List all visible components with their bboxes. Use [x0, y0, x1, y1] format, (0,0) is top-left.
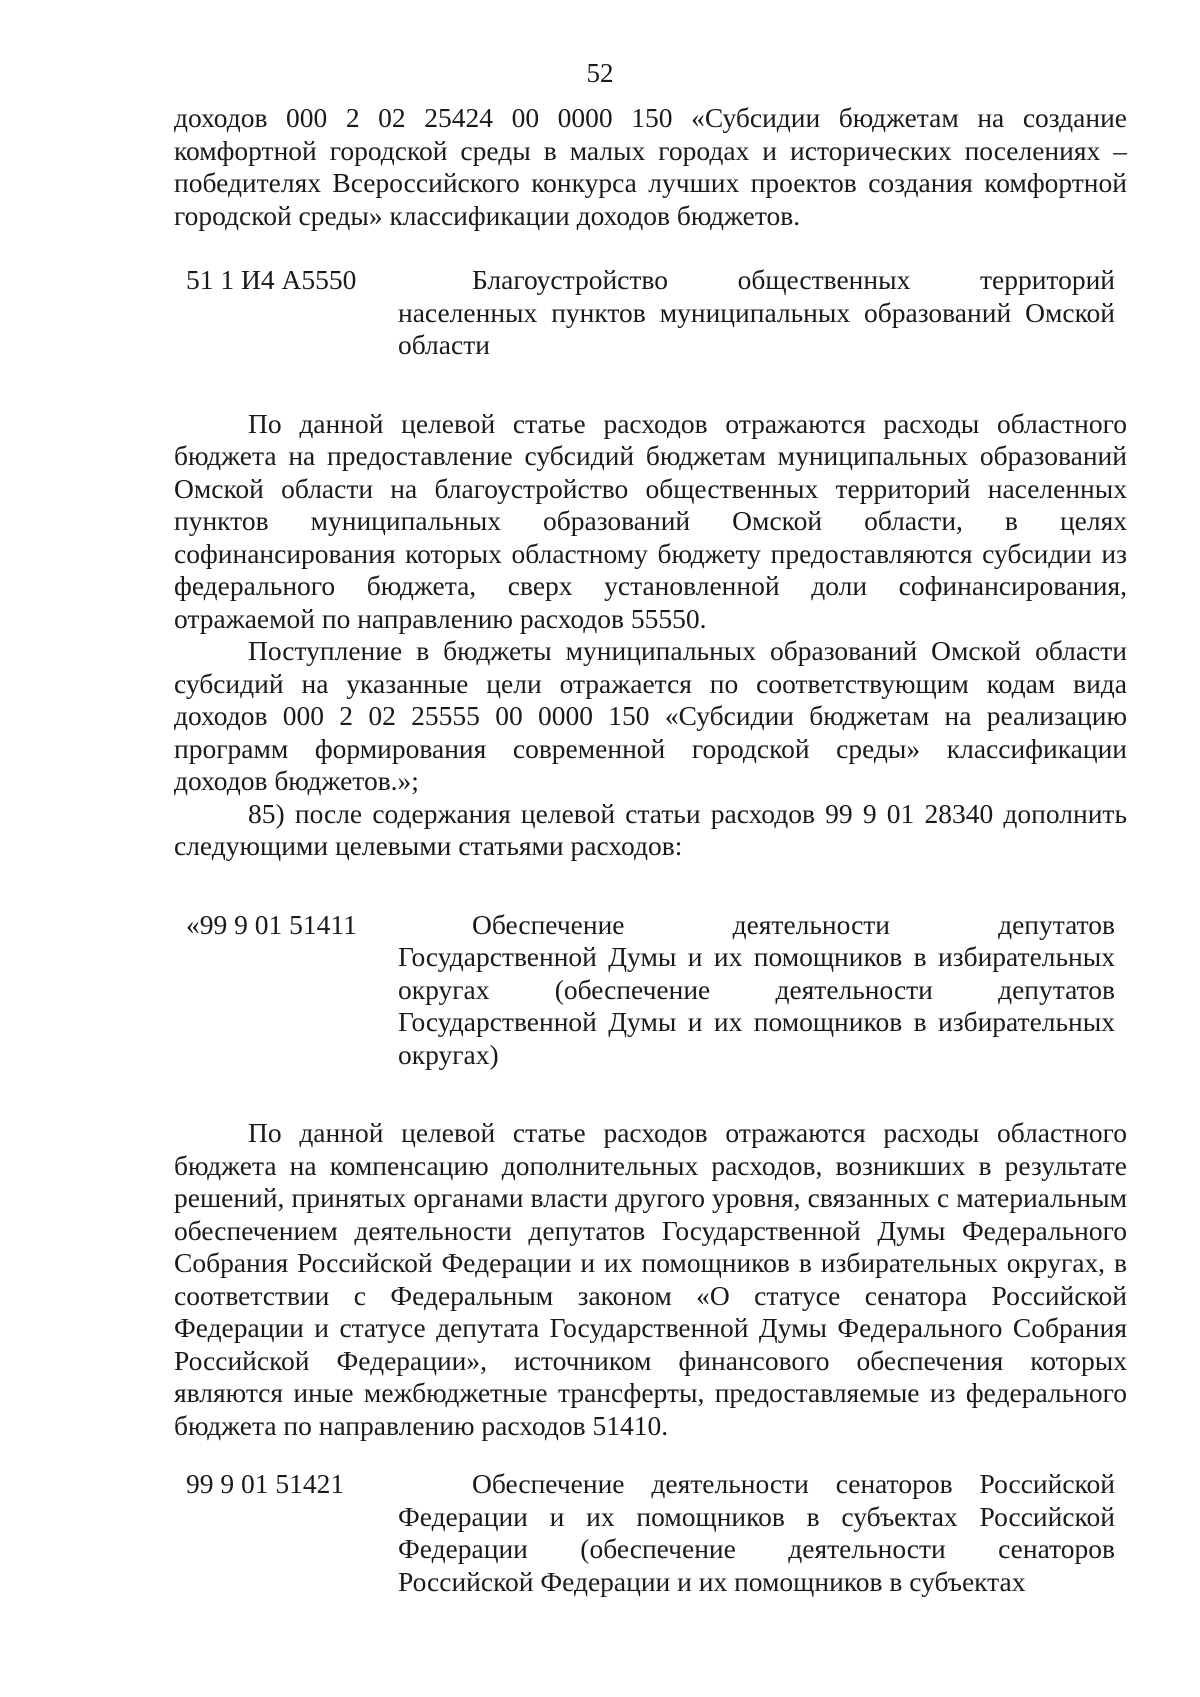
budget-entry-code: 99 9 01 51421	[186, 1468, 345, 1499]
budget-entry-1	[174, 264, 1127, 362]
budget-entry-3	[174, 1468, 1127, 1598]
budget-entry-description: Обеспечение деятельности депутатов Государственной Думы и их помощников в избирательных округах (обеспечение деятельности депутатов Государственной Думы и их помощников в избирательных округах)	[398, 908, 1115, 1070]
budget-entry-description: Обеспечение деятельности сенаторов Российской Федерации и их помощников в субъектах Российской Федерации (обеспечение деятельности сенаторов Российской Федерации и их помощников в субъектах	[398, 1468, 1115, 1597]
spacer	[174, 1071, 1127, 1117]
paragraph-entry2-expenses: По данной целевой статье расходов отражаются расходы областного бюджета на компенсацию дополнительных расходов, возникших в результате решений, принятых органами власти другого уровня, связанных с материальным обеспечением деятельности депутатов Государственной Думы Федерального Собрания Российской Федерации и их помощников в избирательных округах, в соответствии с Федеральным законом «О статусе сенатора Российской Федерации и статусе депутата Государственной Думы Федерального Собрания Российской Федерации», источником финансового обеспечения которых являются иные межбюджетные трансферты, предоставляемые из федерального бюджета по направлению расходов 51410.	[174, 1117, 1127, 1441]
page-number: 52	[586, 58, 614, 88]
budget-entry-2	[174, 909, 1127, 1072]
budget-entry-code: «99 9 01 51411	[186, 908, 357, 940]
spacer	[174, 863, 1127, 909]
spacer	[174, 232, 1127, 264]
budget-entry-description: Благоустройство общественных территорий населенных пунктов муниципальных образований Омской области	[398, 264, 1115, 360]
budget-entry-code: 51 1 И4 А5550	[186, 264, 357, 295]
paragraph-item-85: 85) после содержания целевой статьи расходов 99 9 01 28340 дополнить следующими целевыми статьями расходов:	[174, 797, 1127, 861]
spacer	[174, 362, 1127, 408]
paragraph-entry1-revenue: Поступление в бюджеты муниципальных образований Омской области субсидий на указанные цели отражается по соответствующим кодам вида доходов 000 2 02 25555 00 0000 150 «Субсидии бюджетам на реализацию программ формирования современной городской среды» классификации доходов бюджетов.»;	[174, 635, 1127, 796]
paragraph-entry1-expenses: По данной целевой статье расходов отражаются расходы областного бюджета на предоставление субсидий бюджетам муниципальных образований Омской области на благоустройство общественных территорий населенных пунктов муниципальных образований Омской области, в целях софинансирования которых областному бюджету предоставляются субсидии из федерального бюджета, сверх установленной доли софинансирования, отражаемой по направлению расходов 55550.	[174, 407, 1127, 634]
document-body	[174, 102, 1127, 1598]
paragraph-intro: доходов 000 2 02 25424 00 0000 150 «Субсидии бюджетам на создание комфортной городской среды в малых городах и исторических поселениях – победителях Всероссийского конкурса лучших проектов создания комфортной городской среды» классификации доходов бюджетов.	[174, 102, 1127, 231]
spacer	[174, 1442, 1127, 1468]
